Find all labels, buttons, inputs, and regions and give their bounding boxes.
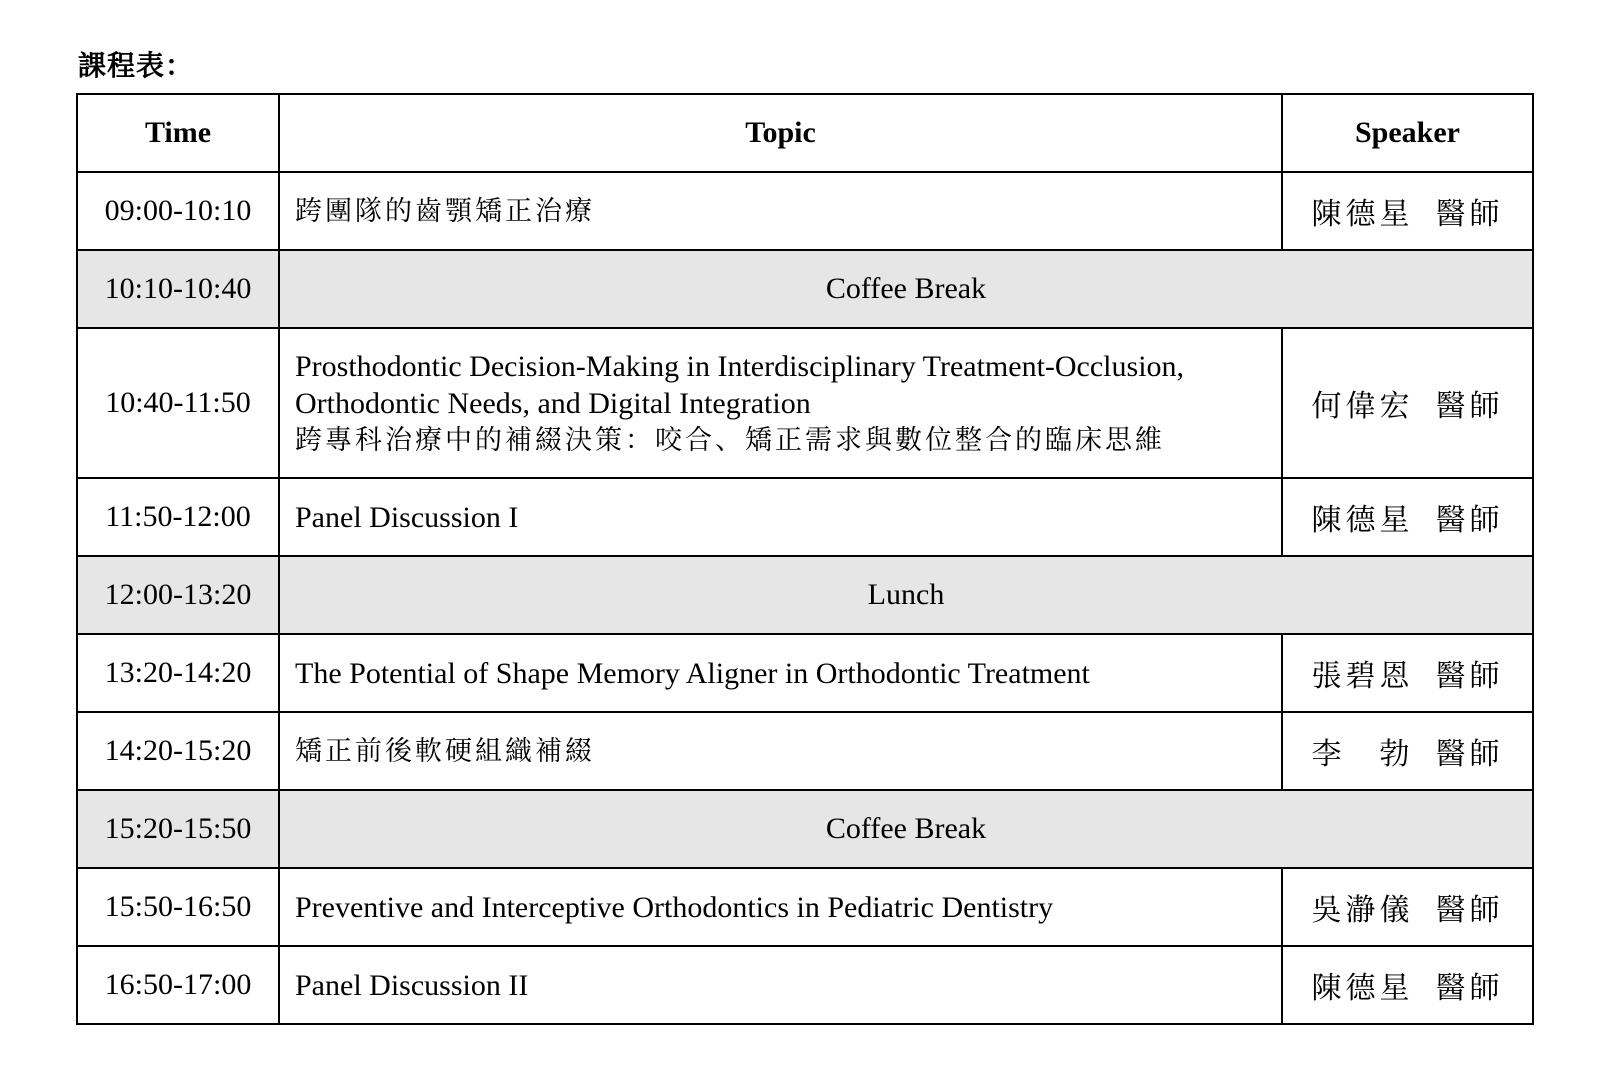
speaker-name: 陳德星 xyxy=(1311,198,1414,231)
speaker-title: 醫師 xyxy=(1435,894,1504,927)
break-row xyxy=(77,250,1533,328)
table-row xyxy=(77,946,1533,1024)
topic-line: 跨專科治療中的補綴決策：咬合、矯正需求與數位整合的臨床思維 xyxy=(295,424,1165,455)
time-cell: 16:50-17:00 xyxy=(77,946,279,1024)
speaker-name: 吳瀞儀 xyxy=(1311,894,1414,927)
topic-line: The Potential of Shape Memory Aligner in Orthodontic Treatment xyxy=(295,656,1090,690)
time-cell: 14:20-15:20 xyxy=(77,712,279,790)
speaker-name: 何偉宏 xyxy=(1311,390,1414,423)
speaker-cell xyxy=(1282,712,1533,790)
speaker-title: 醫師 xyxy=(1435,504,1504,537)
topic-line: Prosthodontic Decision-Making in Interdisciplinary Treatment-Occlusion, xyxy=(295,349,1185,383)
speaker-cell xyxy=(1282,328,1533,478)
speaker-cell xyxy=(1282,946,1533,1024)
speaker-title: 醫師 xyxy=(1435,972,1504,1005)
topic-line: Panel Discussion II xyxy=(295,968,529,1002)
table-row xyxy=(77,634,1533,712)
speaker-name: 張碧恩 xyxy=(1311,660,1414,693)
topic-line: Orthodontic Needs, and Digital Integration xyxy=(295,386,811,420)
table-row xyxy=(77,712,1533,790)
topic-line: Panel Discussion I xyxy=(295,500,519,534)
header-topic: Topic xyxy=(279,94,1282,172)
topic-cell xyxy=(279,172,1282,250)
header-row xyxy=(77,94,1533,172)
break-label: Coffee Break xyxy=(279,790,1533,868)
header-speaker: Speaker xyxy=(1282,94,1533,172)
time-cell: 11:50-12:00 xyxy=(77,478,279,556)
break-label: Coffee Break xyxy=(279,250,1533,328)
speaker-name: 陳德星 xyxy=(1311,972,1414,1005)
speaker-cell xyxy=(1282,172,1533,250)
topic-cell xyxy=(279,712,1282,790)
speaker-cell xyxy=(1282,634,1533,712)
break-label: Lunch xyxy=(279,556,1533,634)
topic-cell xyxy=(279,868,1282,946)
table-row xyxy=(77,328,1533,478)
speaker-cell xyxy=(1282,478,1533,556)
time-cell: 15:20-15:50 xyxy=(77,790,279,868)
topic-cell xyxy=(279,478,1282,556)
table-row xyxy=(77,478,1533,556)
speaker-title: 醫師 xyxy=(1435,660,1504,693)
time-cell: 15:50-16:50 xyxy=(77,868,279,946)
schedule-table xyxy=(76,93,1534,1025)
break-row xyxy=(77,556,1533,634)
topic-line: 跨團隊的齒顎矯正治療 xyxy=(295,195,595,226)
time-cell: 10:40-11:50 xyxy=(77,328,279,478)
topic-cell xyxy=(279,328,1282,478)
speaker-name: 李 勃 xyxy=(1311,738,1414,771)
table-row xyxy=(77,868,1533,946)
break-row xyxy=(77,790,1533,868)
speaker-title: 醫師 xyxy=(1435,738,1504,771)
header-time: Time xyxy=(77,94,279,172)
speaker-title: 醫師 xyxy=(1435,198,1504,231)
topic-cell xyxy=(279,946,1282,1024)
time-cell: 10:10-10:40 xyxy=(77,250,279,328)
time-cell: 13:20-14:20 xyxy=(77,634,279,712)
topic-line: 矯正前後軟硬組織補綴 xyxy=(295,735,595,766)
time-cell: 12:00-13:20 xyxy=(77,556,279,634)
time-cell: 09:00-10:10 xyxy=(77,172,279,250)
speaker-title: 醫師 xyxy=(1435,390,1504,423)
table-row xyxy=(77,172,1533,250)
page-heading: 課程表： xyxy=(78,49,195,82)
topic-line: Preventive and Interceptive Orthodontics in Pediatric Dentistry xyxy=(295,890,1054,924)
topic-cell xyxy=(279,634,1282,712)
speaker-cell xyxy=(1282,868,1533,946)
speaker-name: 陳德星 xyxy=(1311,504,1414,537)
